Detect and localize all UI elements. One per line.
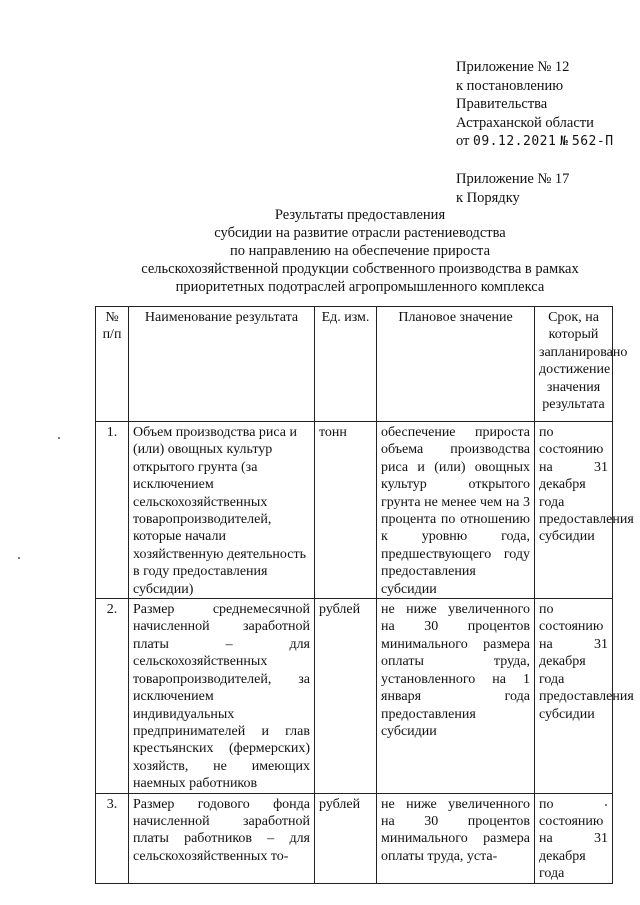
date-prefix: от: [456, 133, 470, 150]
row-result-name: Объем производства риса и (или) овощных культур открытого грунта (за исключением сельскохозяйственных товаропроизводителей, которые начали хозяйственную деятельность в году предоставления субсидии): [129, 422, 315, 599]
row-term: по состоянию на 31 декабря года предоставления субсидии: [535, 422, 613, 599]
results-table: [95, 306, 634, 884]
header-line: Астраханской области: [456, 114, 594, 131]
row-number: 3.: [96, 793, 129, 883]
row-unit: тонн: [315, 422, 377, 599]
title-line: субсидии на развитие отрасли растениеводства: [214, 225, 506, 241]
row-plan-value: не ниже увеличенного на 30 процентов минимального размера оплаты труда, установленного на 1 января года предоставления субсидии: [377, 599, 535, 793]
row-plan-value: обеспечение прироста объема производства риса и (или) овощных культур открытого грунта не менее чем на 3 процента по отношению к уровню года, предшествующего году предоставления субсидии: [377, 422, 535, 599]
row-term: по состоянию на 31 декабря года предоставления субсидии: [535, 599, 613, 793]
number-value: 562-П: [571, 134, 614, 150]
title-line: приоритетных подотраслей агропромышленного комплекса: [175, 279, 545, 295]
title-line: по направлению на обеспечение прироста: [229, 243, 491, 259]
header-line: Правительства: [456, 96, 548, 113]
header-date-line: [456, 132, 636, 152]
scan-speck: [58, 437, 60, 439]
row-number: 2.: [96, 599, 129, 793]
scan-speck: [18, 557, 20, 559]
column-header-number: № п/п: [96, 307, 129, 422]
appendix-header: [456, 58, 636, 207]
scan-speck: [605, 804, 607, 806]
number-mark: №: [559, 134, 569, 150]
row-result-name: Размер среднемесячной начисленной заработной платы – для сельскохозяйственных товаропроизводителей, за исключением индивидуальных предпринимателей и глав крестьянских (фермерских) хозяйств, не имеющих наемных работников: [129, 599, 315, 793]
column-header-name: Наименование результата: [129, 307, 315, 422]
table-row: [96, 422, 613, 599]
table-row: [96, 793, 613, 883]
title-line: сельскохозяйственной продукции собственного производства в рамках: [141, 261, 579, 277]
row-unit: рублей: [315, 599, 377, 793]
header-line: к Порядку: [456, 189, 520, 206]
row-unit: рублей: [315, 793, 377, 883]
column-header-plan: Плановое значение: [377, 307, 535, 422]
row-term: по состоянию на 31 декабря года: [535, 793, 613, 883]
title-line: Результаты предоставления: [274, 207, 446, 223]
row-result-name: Размер годового фонда начисленной заработной платы работников – для сельскохозяйственных то-: [129, 793, 315, 883]
date-value: 09.12.2021: [473, 134, 557, 150]
table-header-row: [96, 307, 613, 422]
document-title: [90, 206, 630, 296]
header-line: Приложение № 17: [456, 170, 570, 187]
header-line: к постановлению: [456, 77, 564, 94]
row-plan-value: не ниже увеличенного на 30 процентов минимального размера оплаты труда, уста-: [377, 793, 535, 883]
table-row: [96, 599, 613, 793]
row-number: 1.: [96, 422, 129, 599]
header-line: Приложение № 12: [456, 59, 570, 75]
column-header-term: Срок, на который запланировано достижение значения результата: [535, 307, 613, 422]
column-header-unit: Ед. изм.: [315, 307, 377, 422]
